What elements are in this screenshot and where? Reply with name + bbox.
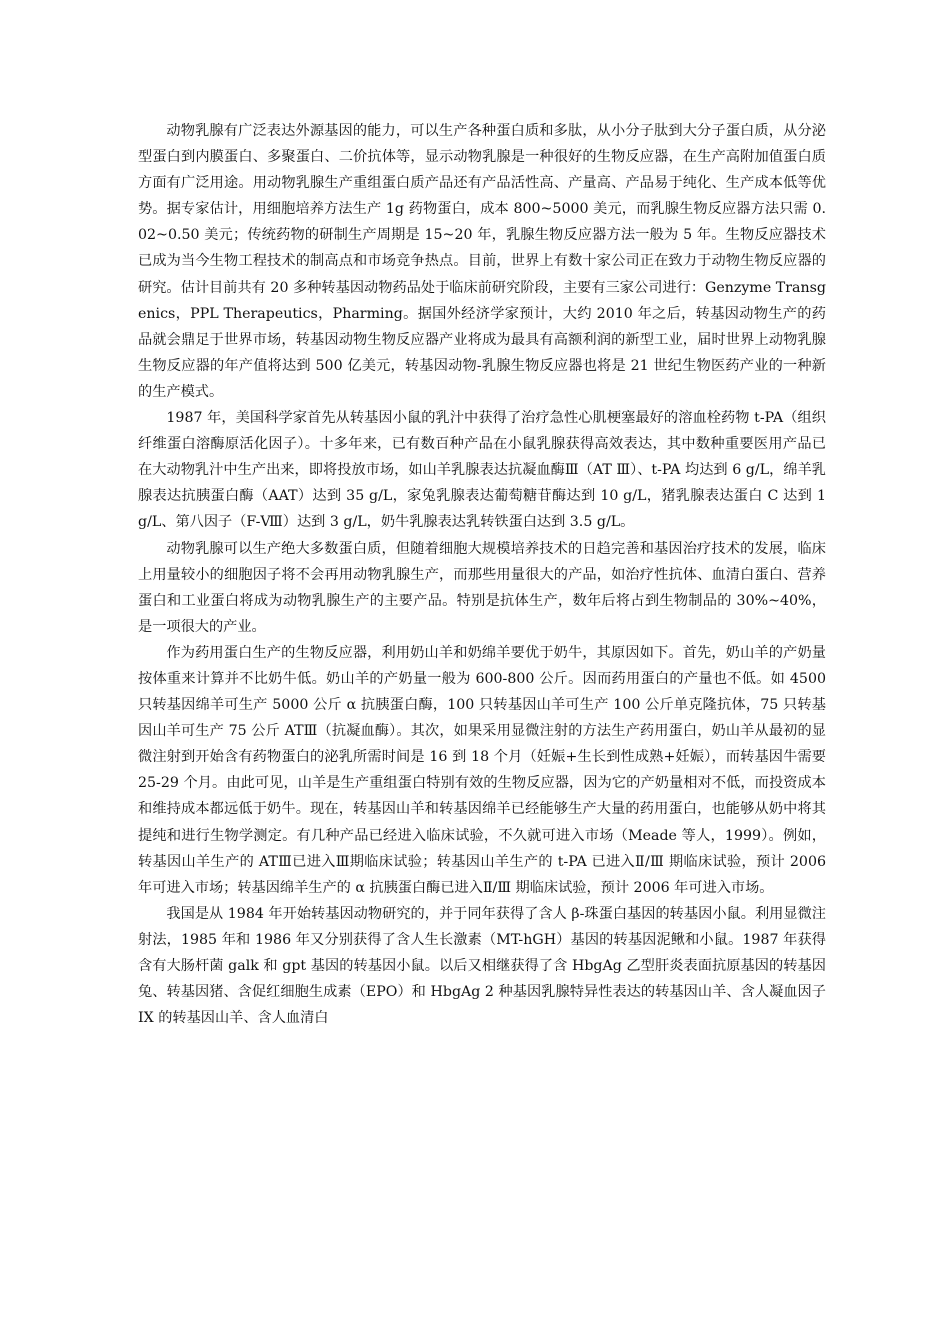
- paragraph-goat-sheep-advantages: 作为药用蛋白生产的生物反应器，利用奶山羊和奶绵羊要优于奶牛，其原因如下。首先，奶山羊的产奶量按体重来计算并不比奶牛低。奶山羊的产奶量一般为 600-800 公斤。因而药用蛋白的产量也不低。如 4500 只转基因绵羊可生产 5000 公斤 α 抗胰蛋白酶，100 只转基因山羊可生产 100 公斤单克隆抗体，75 只转基因山羊可生产 75 公斤 ATⅢ（抗凝血酶）。其次，如果采用显微注射的方法生产药用蛋白，奶山羊从最初的显微注射到开始含有药物蛋白的泌乳所需时间是 16 到 18 个月（妊娠+生长到性成熟+妊娠），而转基因牛需要 25-29 个月。由此可见，山羊是生产重组蛋白特别有效的生物反应器，因为它的产奶量相对不低，而投资成本和维持成本都远低于奶牛。现在，转基因山羊和转基因绵羊已经能够生产大量的药用蛋白，也能够从奶中将其提纯和进行生物学测定。有几种产品已经进入临床试验，不久就可进入市场（Meade 等人，1999）。例如，转基因山羊生产的 ATⅢ已进入Ⅲ期临床试验；转基因山羊生产的 t-PA 已进入Ⅱ/Ⅲ 期临床试验，预计 2006 年可进入市场；转基因绵羊生产的 α 抗胰蛋白酶已进入Ⅱ/Ⅲ 期临床试验，预计 2006 年可进入市场。: [138, 644, 826, 896]
- paragraph-mammary-bioreactor-overview: 动物乳腺有广泛表达外源基因的能力，可以生产各种蛋白质和多肽，从小分子肽到大分子蛋白质，从分泌型蛋白到内膜蛋白、多聚蛋白、二价抗体等，显示动物乳腺是一种很好的生物反应器，在生产高附加值蛋白质方面有广泛用途。用动物乳腺生产重组蛋白质产品还有产品活性高、产量高、产品易于纯化、生产成本低等优势。据专家估计，用细胞培养方法生产 1g 药物蛋白，成本 800~5000 美元，而乳腺生物反应器方法只需 0.02~0.50 美元；传统药物的研制生产周期是 15~20 年，乳腺生物反应器方法一般为 5 年。生物反应器技术已成为当今生物工程技术的制高点和市场竞争热点。目前，世界上有数十家公司正在致力于动物生物反应器的研究。估计目前共有 20 多种转基因动物药品处于临床前研究阶段，主要有三家公司进行：Genzyme Transgenics，PPL Therapeutics，Pharming。据国外经济学家预计，大约 2010 年之后，转基因动物生产的药品就会鼎足于世界市场，转基因动物生物反应器产业将成为最具有高额利润的新型工业，届时世界上动物乳腺生物反应器的年产值将达到 500 亿美元，转基因动物-乳腺生物反应器也将是 21 世纪生物医药产业的一种新的生产模式。: [138, 123, 826, 400]
- document-page: [138, 118, 826, 1031]
- paragraph-protein-products: 动物乳腺可以生产绝大多数蛋白质，但随着细胞大规模培养技术的日趋完善和基因治疗技术的发展，临床上用量较小的细胞因子将不会再用动物乳腺生产，而那些用量很大的产品，如治疗性抗体、血清白蛋白、营养蛋白和工业蛋白将成为动物乳腺生产的主要产品。特别是抗体生产，数年后将占到生物制品的 30%~40%，是一项很大的产业。: [138, 540, 826, 635]
- paragraph-1987-tpa-history: 1987 年，美国科学家首先从转基因小鼠的乳汁中获得了治疗急性心肌梗塞最好的溶血栓药物 t-PA（组织纤维蛋白溶酶原活化因子）。十多年来，已有数百种产品在小鼠乳腺获得高效表达，其中数种重要医用产品已在大动物乳汁中生产出来，即将投放市场，如山羊乳腺表达抗凝血酶Ⅲ（AT Ⅲ）、t-PA 均达到 6 g/L，绵羊乳腺表达抗胰蛋白酶（AAT）达到 35 g/L，家兔乳腺表达葡萄糖苷酶达到 10 g/L，猪乳腺表达蛋白 C 达到 1 g/L、第八因子（F-Ⅷ）达到 3 g/L，奶牛乳腺表达乳转铁蛋白达到 3.5 g/L。: [138, 410, 826, 531]
- paragraph-china-research: 我国是从 1984 年开始转基因动物研究的，并于同年获得了含人 β-珠蛋白基因的转基因小鼠。利用显微注射法，1985 年和 1986 年又分别获得了含人生长激素（MT-hGH）基因的转基因泥鳅和小鼠。1987 年获得含有大肠杆菌 galk 和 gpt 基因的转基因小鼠。以后又相继获得了含 HbgAg 乙型肝炎表面抗原基因的转基因兔、转基因猪、含促红细胞生成素（EPO）和 HbgAg 2 种基因乳腺特异性表达的转基因山羊、含人凝血因子 IX 的转基因山羊、含人血清白: [138, 905, 826, 1027]
